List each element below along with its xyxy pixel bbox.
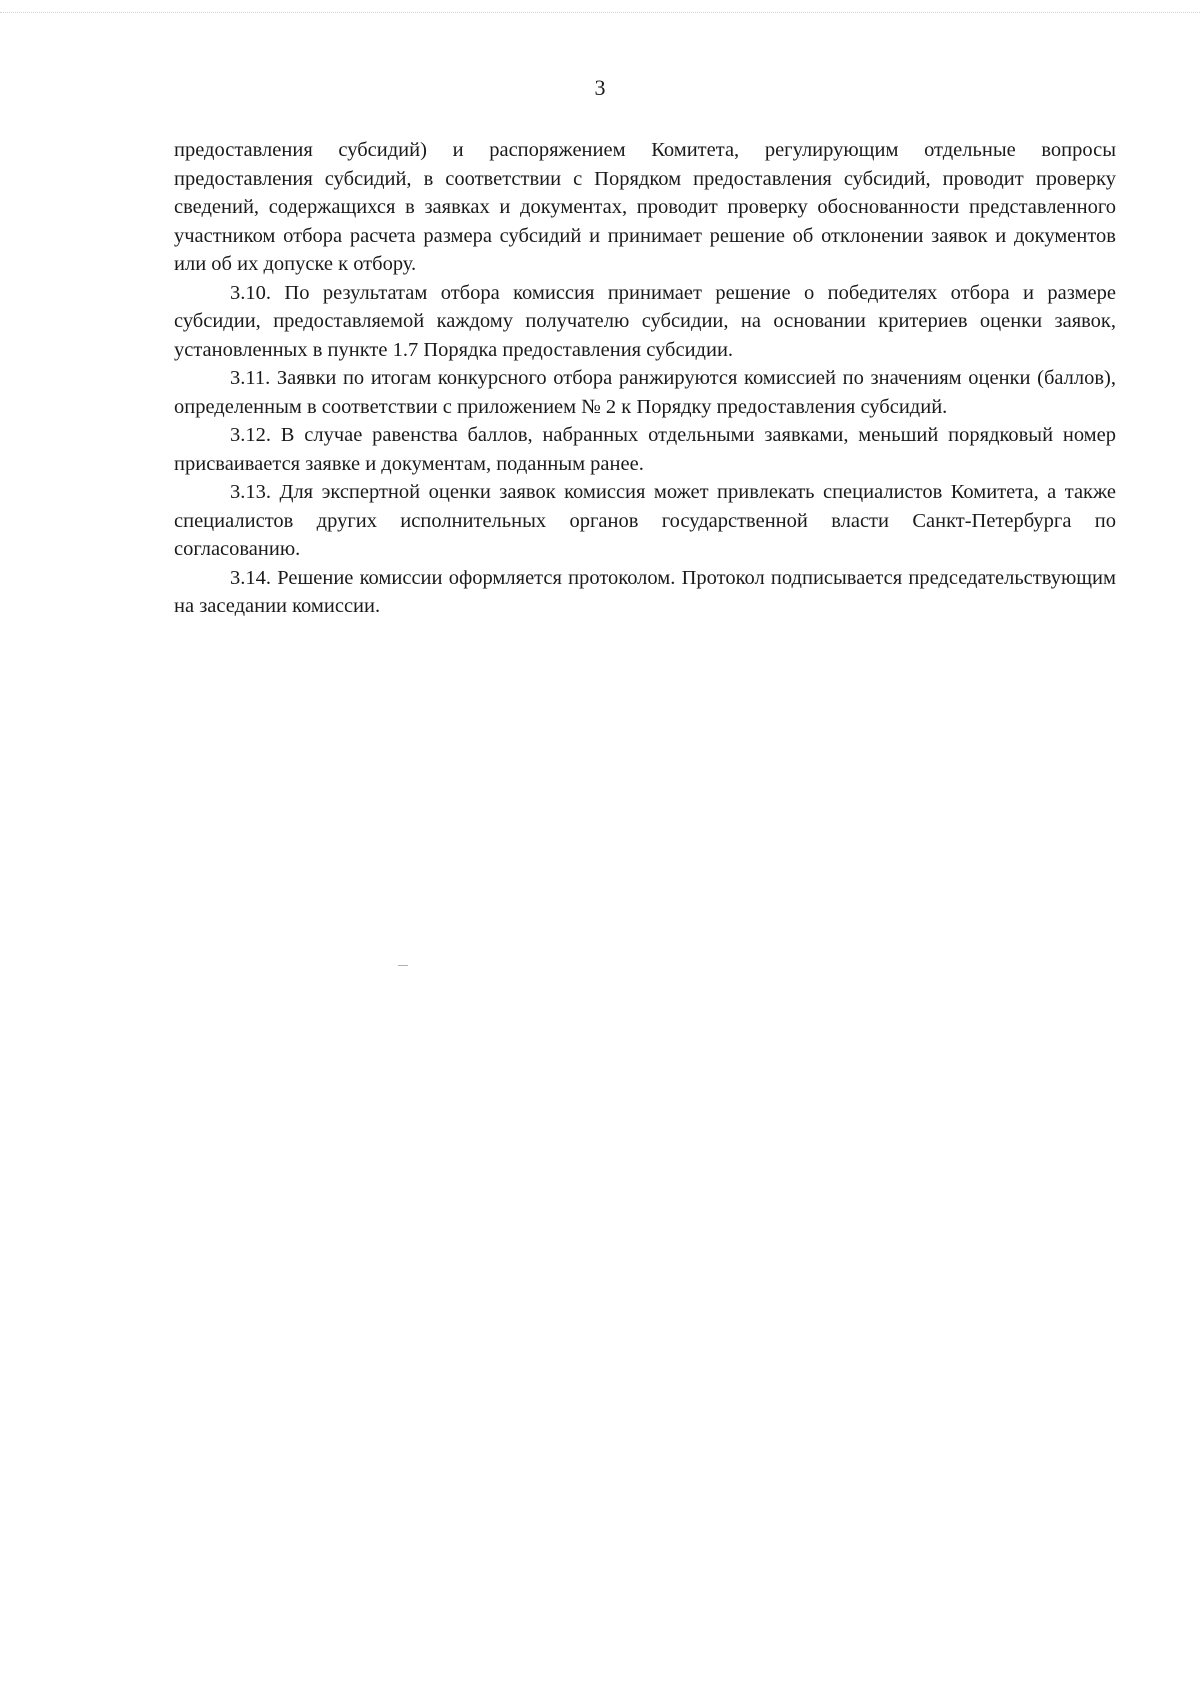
paragraph-3-11: 3.11. Заявки по итогам конкурсного отбора ранжируются комиссией по значениям оценки (баллов), определенным в соответствии с приложением № 2 к Порядку предоставления субсидий. [174, 367, 1116, 418]
paragraph-3-12: 3.12. В случае равенства баллов, набранных отдельными заявками, меньший порядковый номер присваивается заявке и документам, поданным ранее. [174, 424, 1116, 475]
paragraph-3-13: 3.13. Для экспертной оценки заявок комиссия может привлекать специалистов Комитета, а также специалистов других исполнительных органов государственной власти Санкт-Петербурга по согласованию. [174, 481, 1116, 560]
scan-top-edge [0, 12, 1200, 16]
paragraph-3-10: 3.10. По результатам отбора комиссия принимает решение о победителях отбора и размере субсидии, предоставляемой каждому получателю субсидии, на основании критериев оценки заявок, установленных в пункте 1.7 Порядка предоставления субсидии. [174, 281, 1116, 361]
page-number: 3 [594, 75, 606, 100]
scan-artifact-mark [398, 965, 408, 966]
document-body [174, 136, 1116, 621]
paragraph-3-14: 3.14. Решение комиссии оформляется протоколом. Протокол подписывается председательствующим на заседании комиссии. [174, 566, 1116, 617]
paragraph-continuation: предоставления субсидий) и распоряжением Комитета, регулирующим отдельные вопросы предоставления субсидий, в соответствии с Порядком предоставления субсидий, проводит проверку сведений, содержащихся в заявках и документах, проводит проверку обоснованности представленного участником отбора расчета размера субсидий и принимает решение об отклонении заявок и документов или об их допуске к отбору. [174, 139, 1116, 275]
